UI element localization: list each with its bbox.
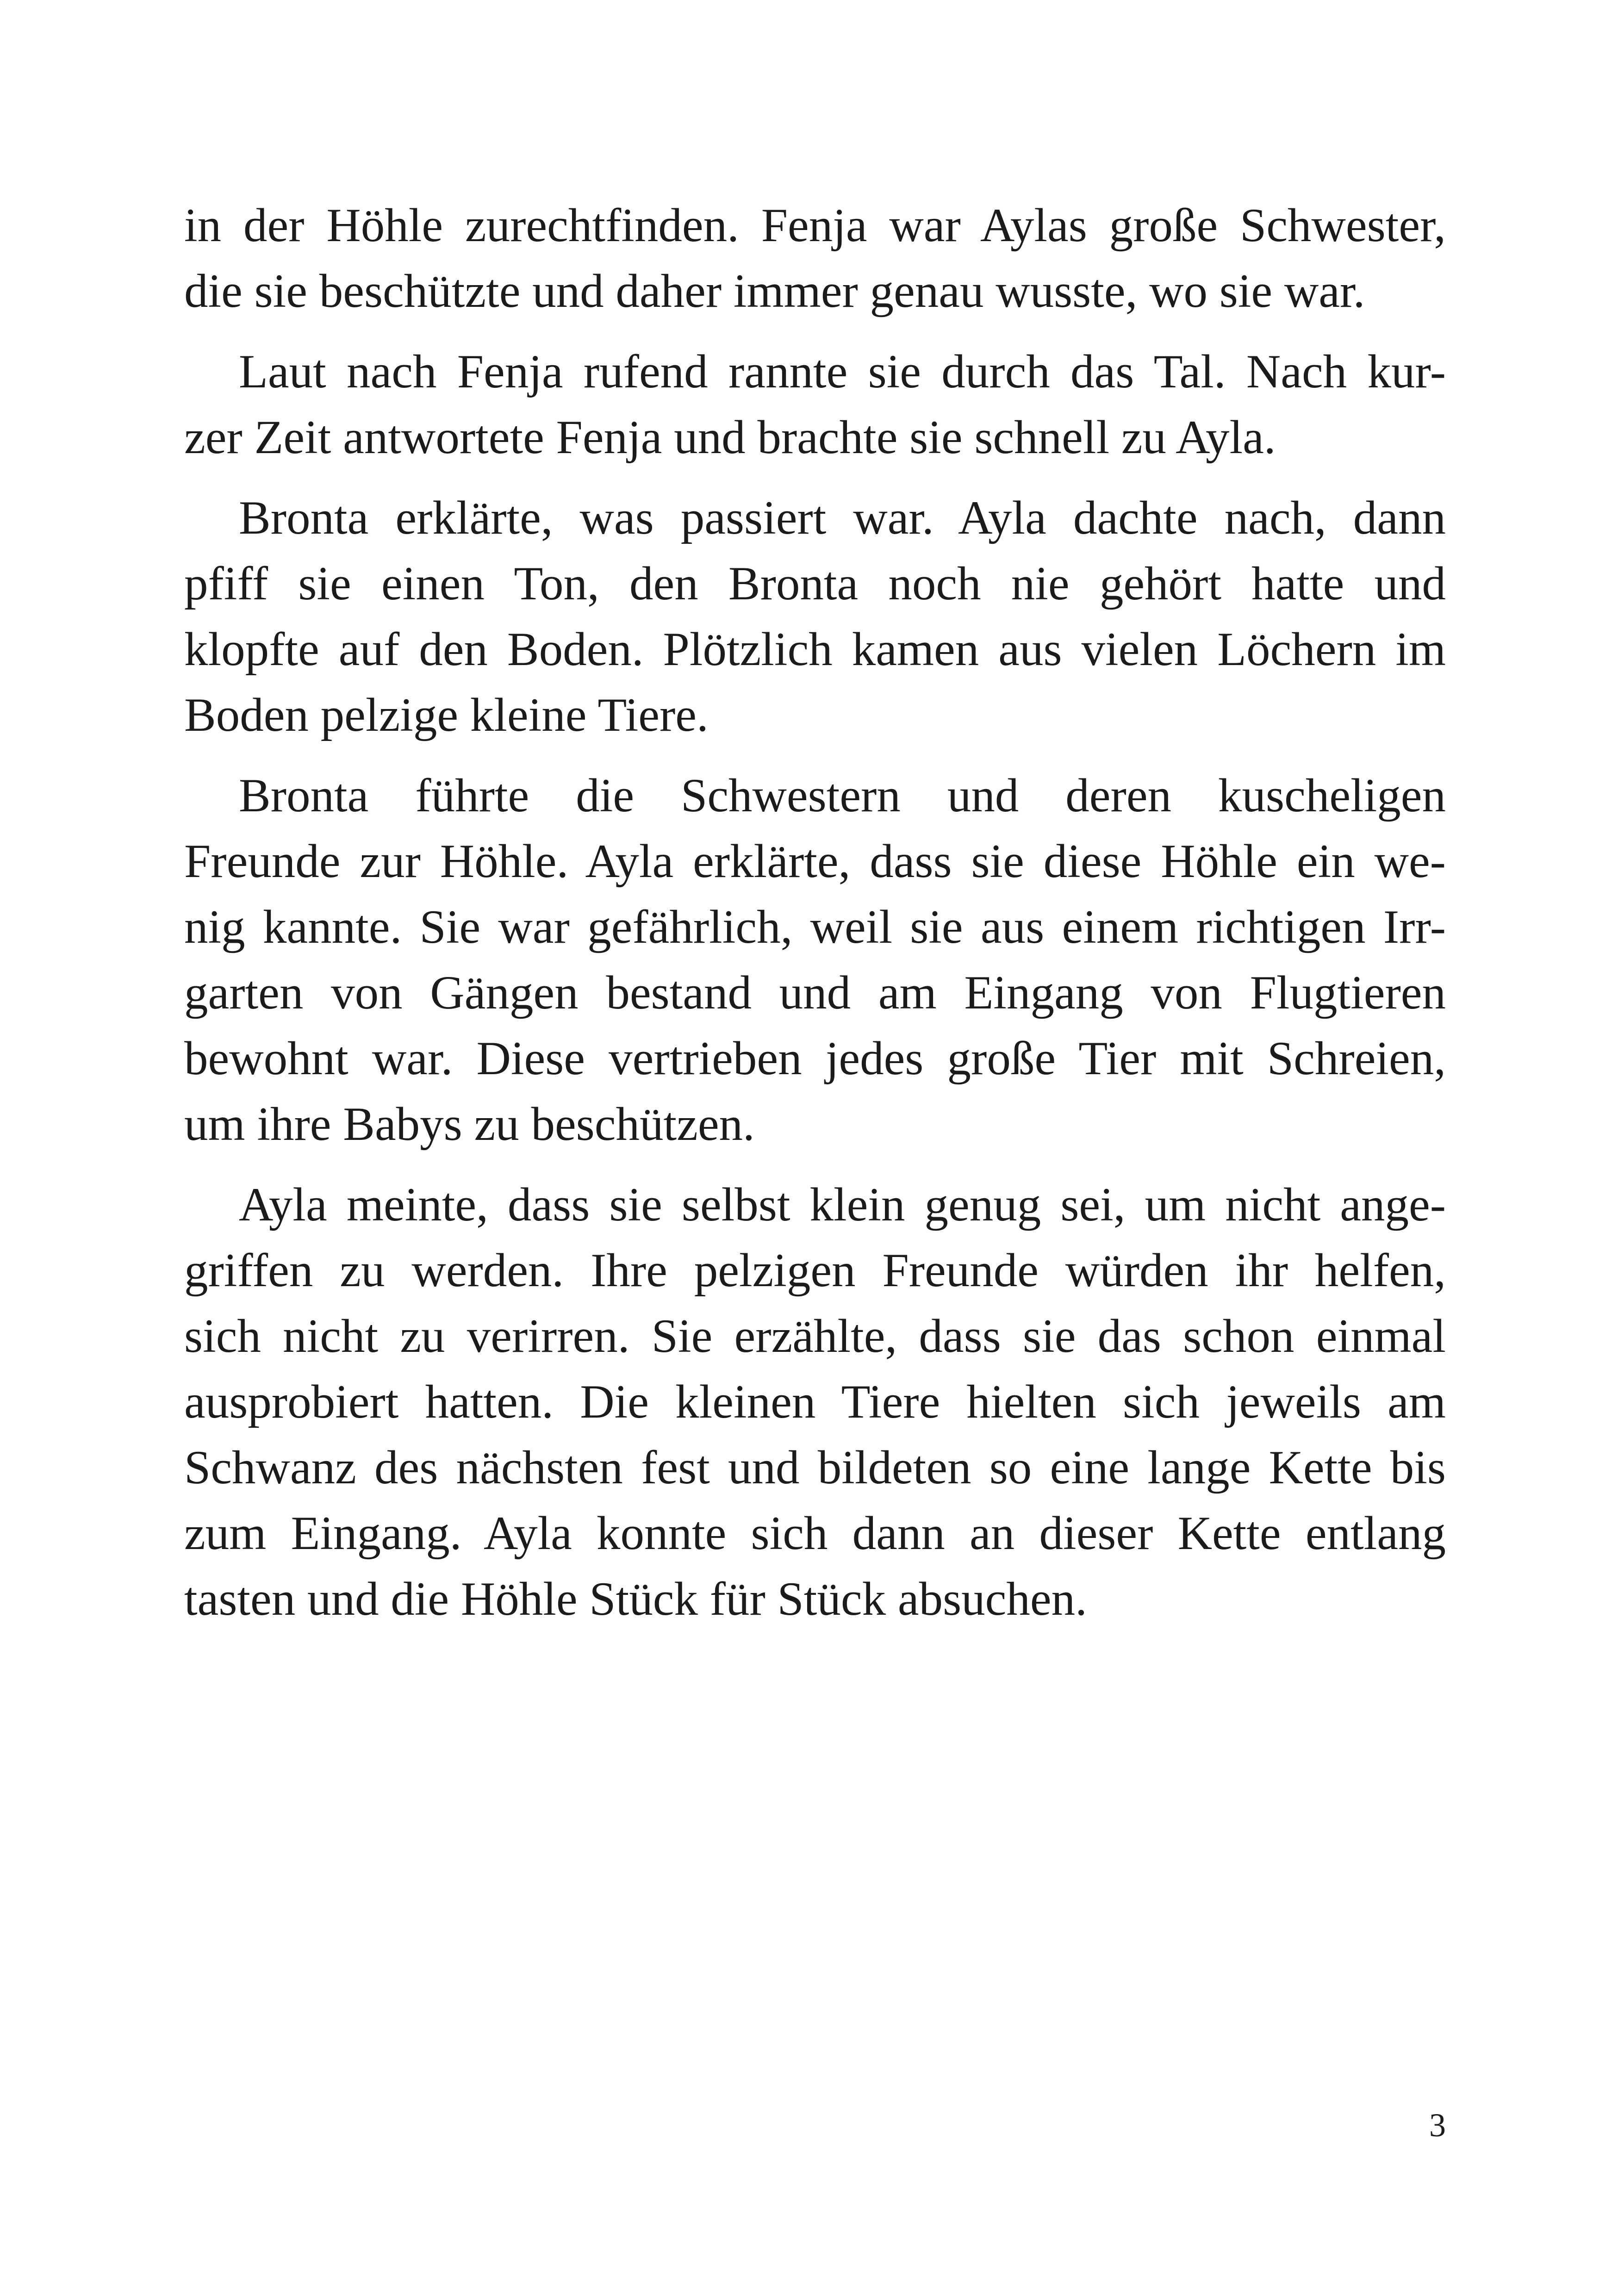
- text-line: Bronta erklärte, was passiert war. Ayla dachte nach, dann: [239, 492, 1446, 544]
- paragraph-1: [184, 193, 1446, 324]
- text-line: Schwanz des nächsten fest und bildeten so eine lange Kette bis: [184, 1441, 1446, 1494]
- body-text: [184, 193, 1446, 1647]
- text-line: Ayla meinte, dass sie selbst klein genug sei, um nicht ange-: [239, 1178, 1446, 1231]
- text-line: garten von Gängen bestand und am Eingang von Flugtieren: [184, 966, 1446, 1019]
- text-line: in der Höhle zurechtfinden. Fenja war Aylas große Schwester,: [184, 199, 1446, 252]
- paragraph-5: [184, 1172, 1446, 1632]
- text-line: bewohnt war. Diese vertrieben jedes große Tier mit Schreien,: [184, 1032, 1446, 1085]
- text-line: zer Zeit antwortete Fenja und brachte sie schnell zu Ayla.: [184, 411, 1276, 464]
- paragraph-4: [184, 763, 1446, 1157]
- text-line: nig kannte. Sie war gefährlich, weil sie aus einem richtigen Irr-: [184, 901, 1446, 953]
- text-line: tasten und die Höhle Stück für Stück absuchen.: [184, 1573, 1087, 1625]
- text-line: griffen zu werden. Ihre pelzigen Freunde würden ihr helfen,: [184, 1244, 1446, 1297]
- text-line: zum Eingang. Ayla konnte sich dann an dieser Kette entlang: [184, 1507, 1446, 1560]
- text-line: Bronta führte die Schwestern und deren kuscheligen: [239, 769, 1446, 822]
- text-line: pfiff sie einen Ton, den Bronta noch nie gehört hatte und: [184, 557, 1446, 610]
- paragraph-3: [184, 485, 1446, 748]
- text-line: Freunde zur Höhle. Ayla erklärte, dass sie diese Höhle ein we-: [184, 835, 1446, 888]
- text-line: klopfte auf den Boden. Plötzlich kamen aus vielen Löchern im: [184, 623, 1446, 676]
- page-number: 3: [1429, 2107, 1446, 2144]
- text-line: ausprobiert hatten. Die kleinen Tiere hielten sich jeweils am: [184, 1375, 1446, 1428]
- text-line: sich nicht zu verirren. Sie erzählte, dass sie das schon einmal: [184, 1310, 1446, 1363]
- paragraph-2: [184, 339, 1446, 470]
- text-line: um ihre Babys zu beschützen.: [184, 1098, 755, 1151]
- text-line: Boden pelzige kleine Tiere.: [184, 689, 709, 741]
- text-line: die sie beschützte und daher immer genau wusste, wo sie war.: [184, 265, 1365, 317]
- text-line: Laut nach Fenja rufend rannte sie durch das Tal. Nach kur-: [239, 345, 1446, 398]
